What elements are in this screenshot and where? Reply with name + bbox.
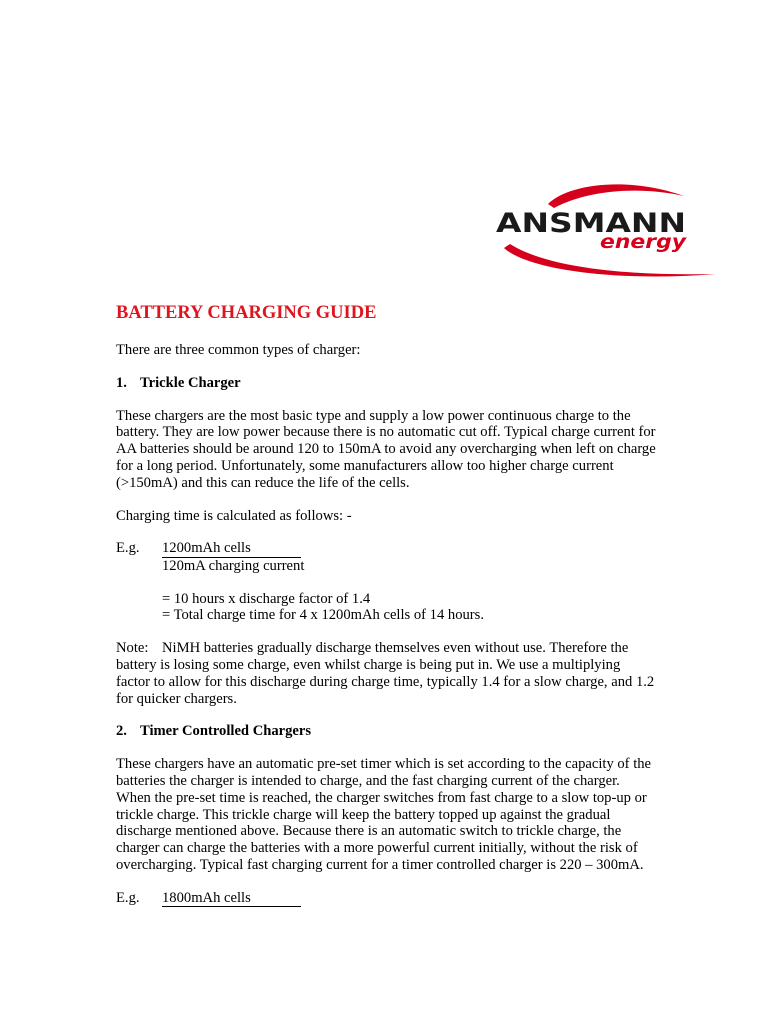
section-1-title: Trickle Charger [140, 374, 241, 391]
section-2-body: These chargers have an automatic pre-set timer which is set according to the capacity of the batteries the charger is intended to charge, and the fast charging current of the charger. When the pre-set time is reached, the charger switches from fast charge to a slow top-up or trickle charge. This trickle charge will keep the battery topped up against the gradual discharge mentioned above. Because there is an automatic switch to trickle charge, the charger can charge the batteries with a more powerful current initially, without the risk of overcharging. Typical fast charging current for a timer controlled charger is 220 – 300mA. [116, 756, 652, 874]
example-1-denominator: 120mA charging current [162, 557, 305, 574]
section-1-heading [116, 375, 656, 392]
section-1-calc-intro: Charging time is calculated as follows: - [116, 507, 352, 524]
section-2-example [116, 890, 656, 908]
note-label: Note: [116, 640, 149, 657]
logo-swoosh-top [548, 184, 684, 208]
note-text: NiMH batteries gradually discharge themselves even without use. Therefore the battery is losing some charge, even whilst charge is being put in. We use a multiplying factor to allow for this discharge during charge time, typically 1.4 for a slow charge, and 1.2 for quicker chargers. [116, 640, 655, 707]
section-2-title: Timer Controlled Chargers [140, 723, 312, 740]
example-1-label: E.g. [116, 540, 140, 557]
example-2-label: E.g. [116, 889, 140, 906]
section-1-body: These chargers are the most basic type and supply a low power continuous charge to the battery. They are low power because there is no automatic cut off. Typical charge current for AA batteries should be around 120 to 150mA to avoid any overcharging when left on charge for a long period. Unfortunately, some manufacturers allow too higher charge current (>150mA) and this can reduce the life of the cells. [116, 407, 656, 491]
section-1-number: 1. [116, 374, 127, 391]
document-title: BATTERY CHARGING GUIDE [116, 303, 377, 323]
section-2-heading [116, 723, 656, 740]
logo-brand-text: ANSMANN [496, 208, 686, 239]
result-line: = 10 hours x discharge factor of 1.4 [162, 590, 371, 607]
section-1-results [116, 591, 656, 625]
intro-text: There are three common types of charger: [116, 342, 361, 358]
section-1-example [116, 540, 656, 574]
document-content [116, 302, 656, 923]
section-2-number: 2. [116, 723, 127, 740]
ansmann-energy-logo [488, 178, 722, 280]
result-line: = Total charge time for 4 x 1200mAh cells of 14 hours. [162, 607, 484, 624]
logo-tagline-text: energy [600, 231, 688, 253]
section-1-note [116, 640, 656, 707]
example-2-numerator: 1800mAh cells [162, 891, 301, 908]
example-1-numerator: 1200mAh cells [162, 541, 301, 558]
